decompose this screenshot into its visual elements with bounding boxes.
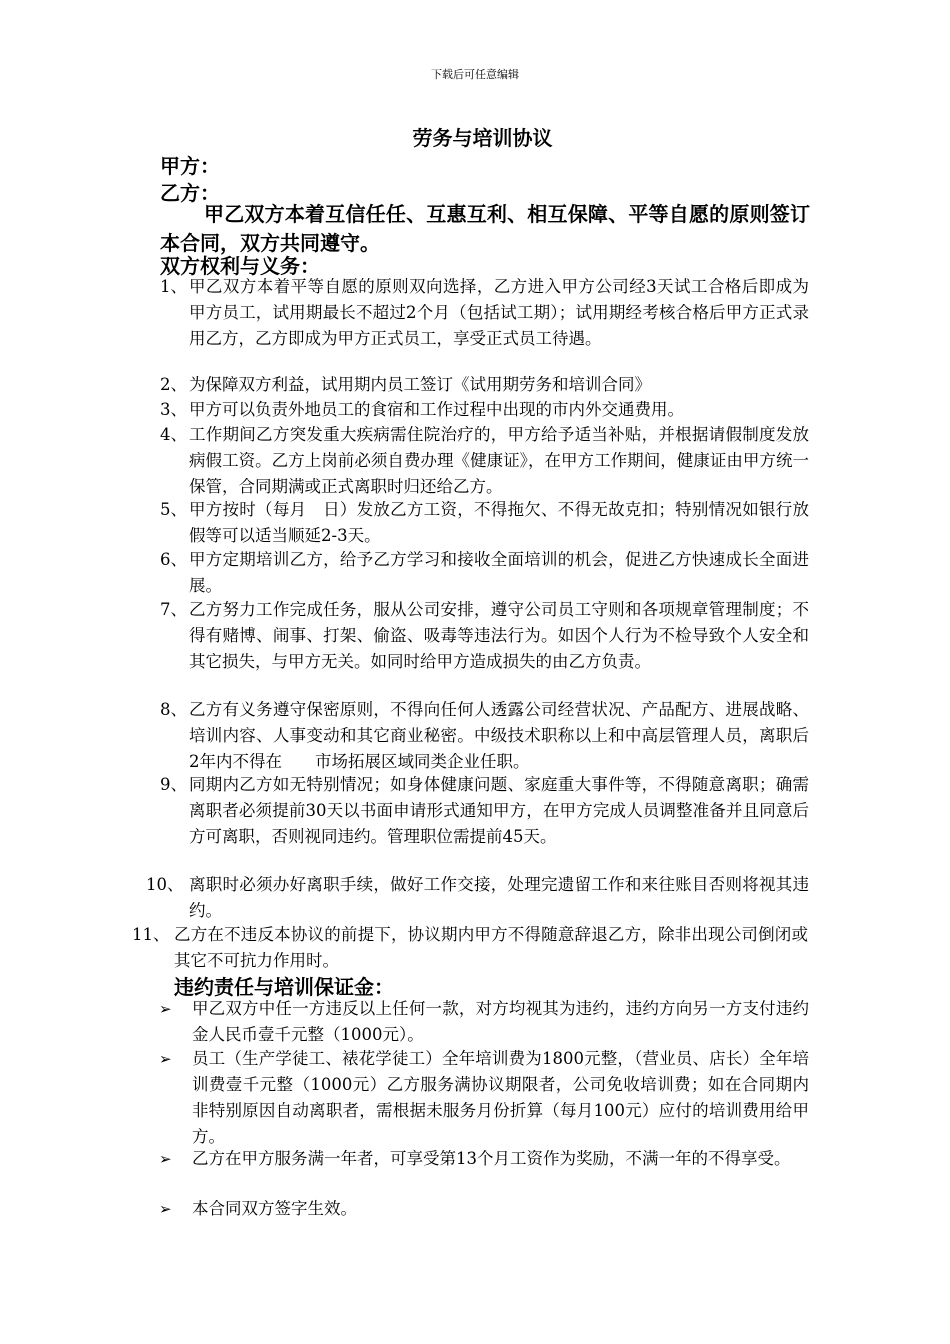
list-item-number: 10、 bbox=[146, 875, 184, 894]
section-penalty-heading: 违约责任与培训保证金： bbox=[174, 975, 394, 999]
list-item-number: 5、 bbox=[160, 500, 187, 519]
list-item-number: 11、 bbox=[132, 925, 170, 944]
list-item-number: 9、 bbox=[160, 775, 187, 794]
section-rights-heading: 双方权利与义务： bbox=[160, 254, 320, 278]
list-item-number: 1、 bbox=[160, 277, 187, 296]
list-item-number: 4、 bbox=[160, 425, 187, 444]
list-item-number: 3、 bbox=[160, 400, 187, 419]
bullet-text: 甲乙双方中任一方违反以上任何一款，对方均视其为违约，违约方向另一方支付违约金人民币壹千元整（1000元）。 bbox=[192, 999, 809, 1044]
list-item-text: 甲乙双方本着平等自愿的原则双向选择，乙方进入甲方公司经3天试工合格后即成为甲方员工，试用期最长不超过2个月（包括试工期）；试用期经考核合格后甲方正式录用乙方，乙方即成为甲方正式员工，享受正式员工待遇。 bbox=[189, 277, 809, 348]
list-item-text: 甲方可以负责外地员工的食宿和工作过程中出现的市内外交通费用。 bbox=[189, 400, 684, 419]
list-item-number: 2、 bbox=[160, 375, 187, 394]
list-item-text: 乙方努力工作完成任务，服从公司安排，遵守公司员工守则和各项规章管理制度；不得有赌博、闹事、打架、偷盗、吸毒等违法行为。如因个人行为不检导致个人安全和其它损失，与甲方无关。如同时给甲方造成损失的由乙方负责。 bbox=[189, 600, 809, 671]
list-item-text: 工作期间乙方突发重大疾病需住院治疗的，甲方给予适当补贴，并根据请假制度发放病假工资。乙方上岗前必须自费办理《健康证》，在甲方工作期间，健康证由甲方统一保管，合同期满或正式离职时归还给乙方。 bbox=[189, 425, 809, 496]
header-note: 下载后可任意编辑 bbox=[431, 68, 519, 81]
list-item-text: 乙方在不违反本协议的前提下，协议期内甲方不得随意辞退乙方，除非出现公司倒闭或其它不可抗力作用时。 bbox=[174, 925, 808, 970]
list-item-text: 甲方定期培训乙方，给予乙方学习和接收全面培训的机会，促进乙方快速成长全面进展。 bbox=[189, 550, 809, 595]
arrow-bullet-icon: ➢ bbox=[159, 1050, 172, 1068]
arrow-bullet-icon: ➢ bbox=[159, 1150, 172, 1168]
list-item-text: 乙方有义务遵守保密原则，不得向任何人透露公司经营状况、产品配方、进展战略、培训内容、人事变动和其它商业秘密。中级技术职称以上和中高层管理人员，离职后2年内不得在 市场拓展区域同类企业任职。 bbox=[189, 700, 809, 771]
list-item-text: 同期内乙方如无特别情况；如身体健康问题、家庭重大事件等，不得随意离职；确需离职者必须提前30天以书面申请形式通知甲方，在甲方完成人员调整准备并且同意后方可离职，否则视同违约。管理职位需提前45天。 bbox=[189, 775, 809, 846]
party-b-label: 乙方： bbox=[160, 181, 220, 205]
list-item-number: 6、 bbox=[160, 550, 187, 569]
list-item-text: 甲方按时（每月 日）发放乙方工资，不得拖欠、不得无故克扣；特别情况如银行放假等可以适当顺延2-3天。 bbox=[189, 500, 809, 545]
arrow-bullet-icon: ➢ bbox=[159, 1200, 172, 1218]
intro-paragraph: 甲乙双方本着互信任任、互惠互利、相互保障、平等自愿的原则签订本合同，双方共同遵守。 bbox=[160, 202, 810, 255]
arrow-bullet-icon: ➢ bbox=[159, 1000, 172, 1018]
list-item-text: 为保障双方利益，试用期内员工签订《试用期劳务和培训合同》 bbox=[189, 375, 651, 394]
list-item-number: 8、 bbox=[160, 700, 187, 719]
list-item-text: 离职时必须办好离职手续，做好工作交接，处理完遗留工作和来往账目否则将视其违约。 bbox=[189, 875, 809, 920]
bullet-text: 员工（生产学徒工、裱花学徒工）全年培训费为1800元整，（营业员、店长）全年培训费壹千元整（1000元）乙方服务满协议期限者，公司免收培训费；如在合同期内非特别原因自动离职者，需根据未服务月份折算（每月100元）应付的培训费用给甲方。 bbox=[192, 1049, 809, 1146]
list-item-number: 7、 bbox=[160, 600, 187, 619]
bullet-text: 本合同双方签字生效。 bbox=[192, 1199, 357, 1218]
bullet-text: 乙方在甲方服务满一年者，可享受第13个月工资作为奖励，不满一年的不得享受。 bbox=[192, 1149, 791, 1168]
party-a-label: 甲方： bbox=[160, 154, 220, 178]
document-title: 劳务与培训协议 bbox=[412, 126, 553, 150]
